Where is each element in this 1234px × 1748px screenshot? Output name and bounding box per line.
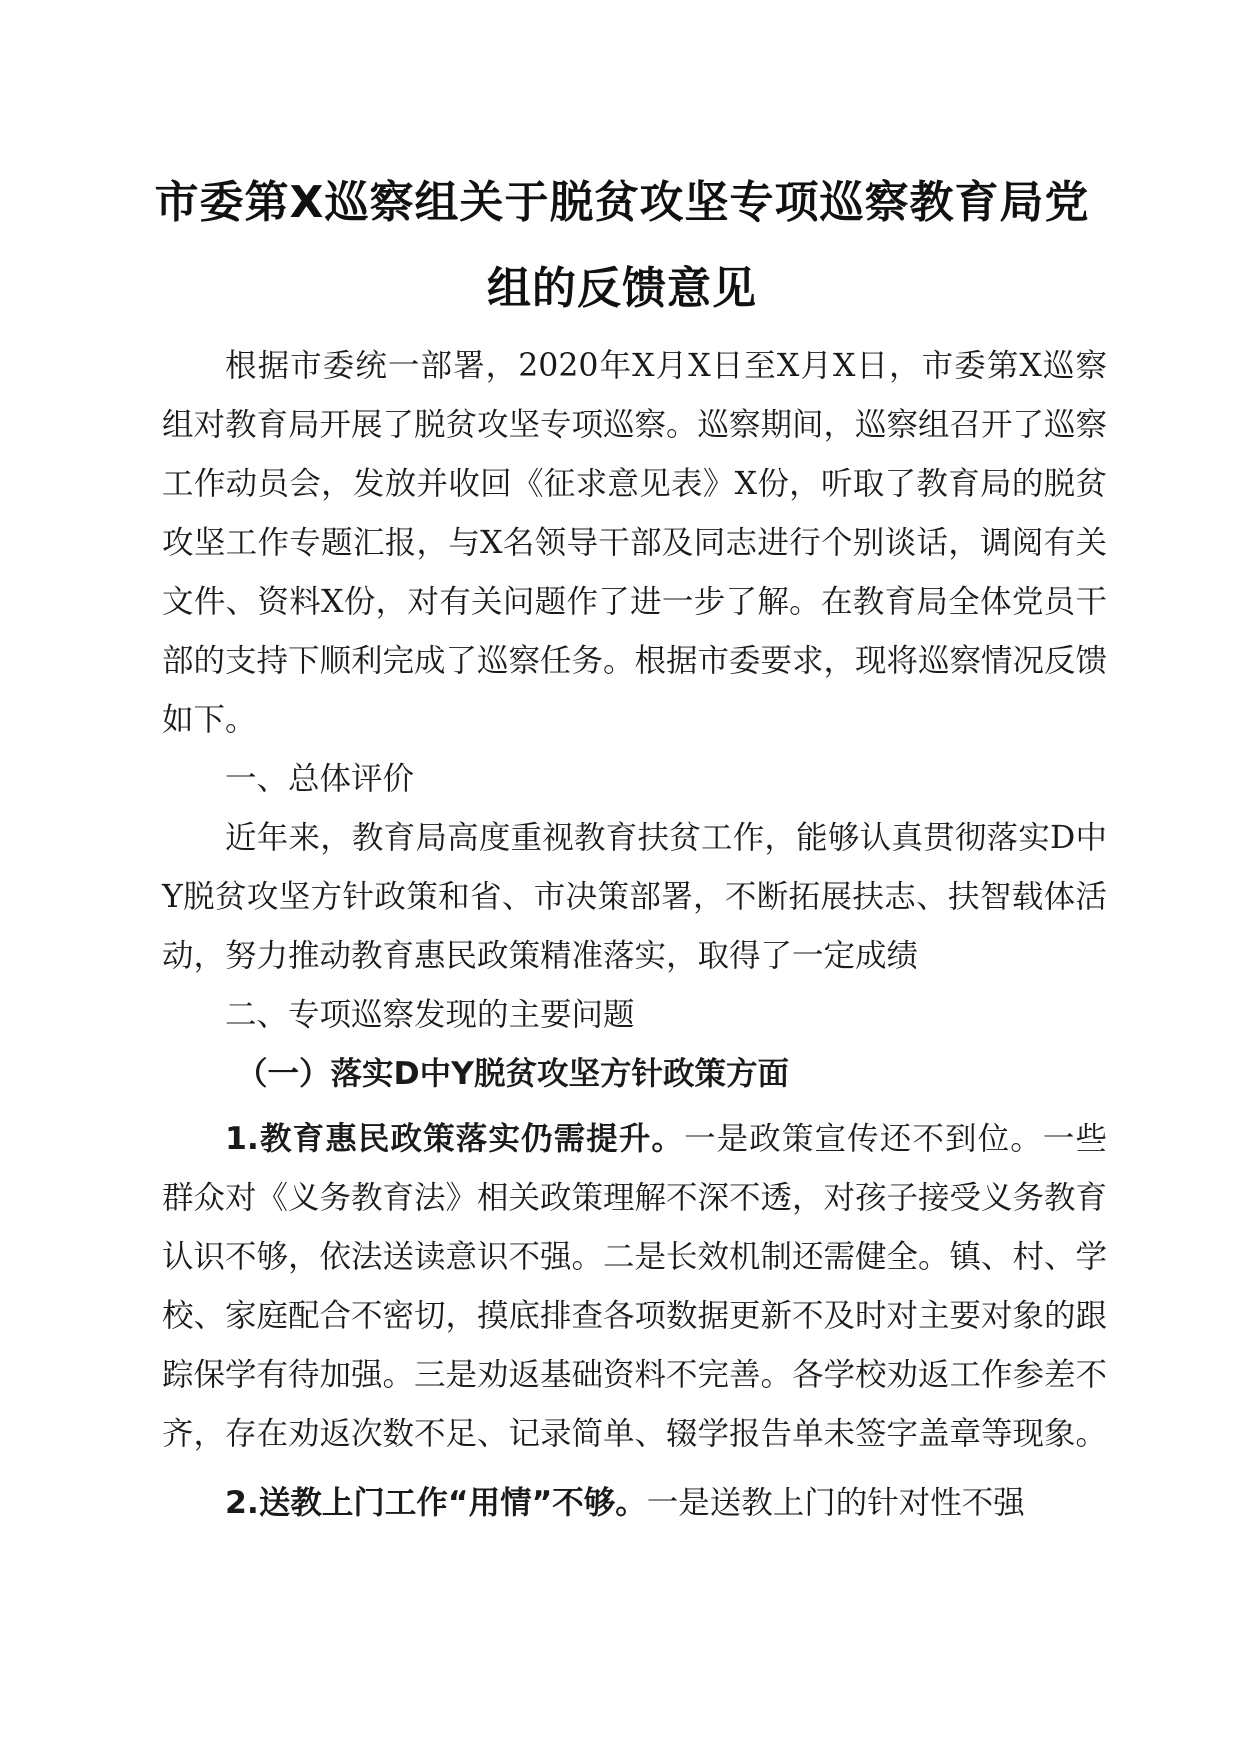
document-body	[162, 337, 1107, 1533]
intro-paragraph: 根据市委统一部署，2020年X月X日至X月X日，市委第X巡察组对教育局开展了脱贫攻坚专项巡察。巡察期间，巡察组召开了巡察工作动员会，发放并收回《征求意见表》X份，听取了教育局的脱贫攻坚工作专题汇报，与X名领导干部及同志进行个别谈话，调阅有关文件、资料X份，对有关问题作了进一步了解。在教育局全体党员干部的支持下顺利完成了巡察任务。根据市委要求，现将巡察情况反馈如下。	[162, 348, 1108, 738]
item-1-text: 一是政策宣传还不到位。一些群众对《义务教育法》相关政策理解不深不透，对孩子接受义务教育认识不够，依法送读意识不强。二是长效机制还需健全。镇、村、学校、家庭配合不密切，摸底排查各项数据更新不及时对主要对象的跟踪保学有待加强。三是劝返基础资料不完善。各学校劝返工作参差不齐，存在劝返次数不足、记录简单、辍学报告单未签字盖章等现象。	[162, 1121, 1108, 1452]
title-line-1: 市委第X巡察组关于脱贫攻坚专项巡察教育局党	[154, 177, 1090, 228]
document-title	[150, 160, 1094, 332]
item-2-text: 一是送教上门的针对性不强	[646, 1485, 1025, 1521]
item-1-paragraph	[162, 1110, 1107, 1464]
section-2-heading: 二、专项巡察发现的主要问题	[225, 997, 635, 1033]
item-1-lead: 1.教育惠民政策落实仍需提升。	[225, 1121, 685, 1157]
section-1-heading: 一、总体评价	[225, 761, 415, 797]
title-line-2: 组的反馈意见	[487, 263, 757, 314]
subsection-1-heading: （一）落实D中Y脱贫攻坚方针政策方面	[236, 1056, 789, 1092]
item-2-paragraph	[162, 1474, 1107, 1533]
item-2-lead: 2.送教上门工作“用情”不够。	[225, 1485, 647, 1521]
section-1-paragraph: 近年来，教育局高度重视教育扶贫工作，能够认真贯彻落实D中Y脱贫攻坚方针政策和省、市决策部署，不断拓展扶志、扶智载体活动，努力推动教育惠民政策精准落实，取得了一定成绩	[162, 820, 1107, 974]
